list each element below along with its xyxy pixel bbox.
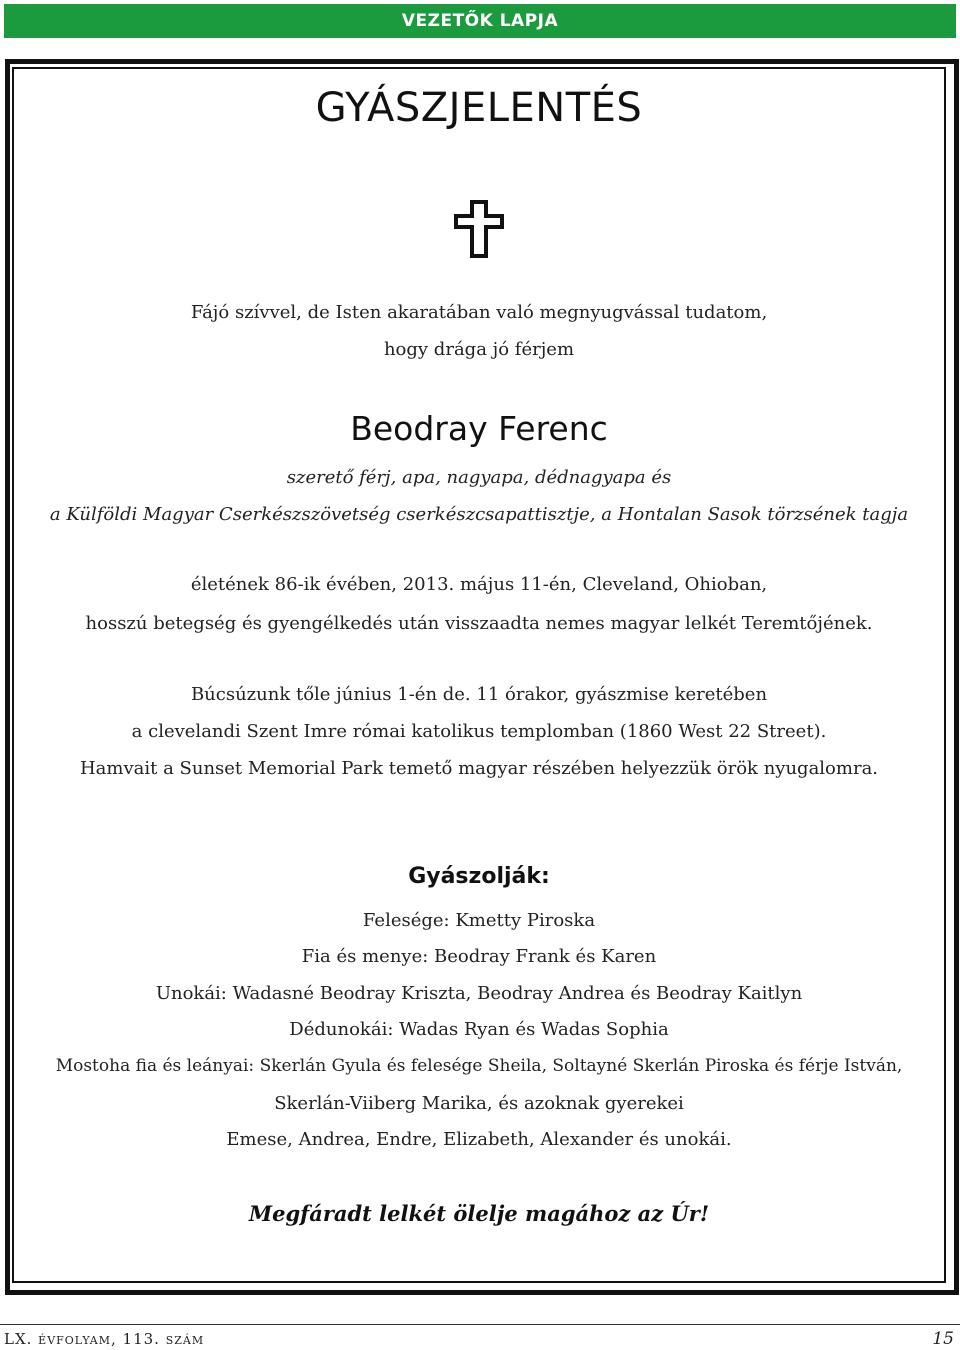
footer-divider	[0, 1324, 960, 1325]
intro-line-2: hogy drága jó férjem	[383, 339, 575, 360]
publication-title: VEZETŐK LAPJA	[401, 11, 559, 31]
mourner-line: Mostoha fia és leányai: Skerlán Gyula és felesége Sheila, Soltayné Skerlán Piroska és férje István,	[55, 1056, 903, 1076]
mourner-line: Skerlán-Viiberg Marika, és azoknak gyerekei	[274, 1093, 684, 1114]
deceased-name: Beodray Ferenc	[350, 409, 608, 448]
role-line-1: szerető férj, apa, nagyapa, dédnagyapa és	[286, 467, 672, 488]
intro-line-1: Fájó szívvel, de Isten akaratában való megnyugvással tudatom,	[190, 302, 768, 323]
issue-info: LX. évfolyam, 113. szám	[4, 1330, 205, 1348]
funeral-line-3: Hamvait a Sunset Memorial Park temető magyar részében helyezzük örök nyugalomra.	[79, 758, 879, 779]
mourner-line: Dédunokái: Wadas Ryan és Wadas Sophia	[289, 1019, 669, 1040]
mourner-line: Fia és menye: Beodray Frank és Karen	[301, 946, 657, 967]
death-line-1: életének 86-ik évében, 2013. május 11-én, Cleveland, Ohioban,	[190, 574, 768, 595]
mourners-heading: Gyászolják:	[408, 864, 550, 889]
funeral-line-1: Búcsúzunk tőle június 1-én de. 11 órakor, gyászmise keretében	[190, 684, 768, 705]
mourner-line: Felesége: Kmetty Piroska	[362, 910, 596, 931]
page-number: 15	[932, 1329, 954, 1349]
obituary-notice	[14, 69, 944, 1279]
role-line-2: a Külföldi Magyar Cserkészszövetség cserkészcsapattisztje, a Hontalan Sasok törzsének tagja	[49, 504, 909, 525]
mourner-line: Unokái: Wadasné Beodray Kriszta, Beodray Andrea és Beodray Kaitlyn	[155, 983, 803, 1004]
closing-prayer: Megfáradt lelkét ölelje magához az Úr!	[248, 1201, 710, 1226]
mourner-line: Emese, Andrea, Endre, Elizabeth, Alexander és unokái.	[226, 1129, 732, 1150]
latin-cross-icon	[453, 200, 505, 258]
header-bar	[4, 4, 956, 38]
funeral-line-2: a clevelandi Szent Imre római katolikus templomban (1860 West 22 Street).	[131, 721, 827, 742]
death-line-2: hosszú betegség és gyengélkedés után visszaadta nemes magyar lelkét Teremtőjének.	[85, 613, 873, 634]
notice-title: GYÁSZJELENTÉS	[315, 85, 643, 131]
